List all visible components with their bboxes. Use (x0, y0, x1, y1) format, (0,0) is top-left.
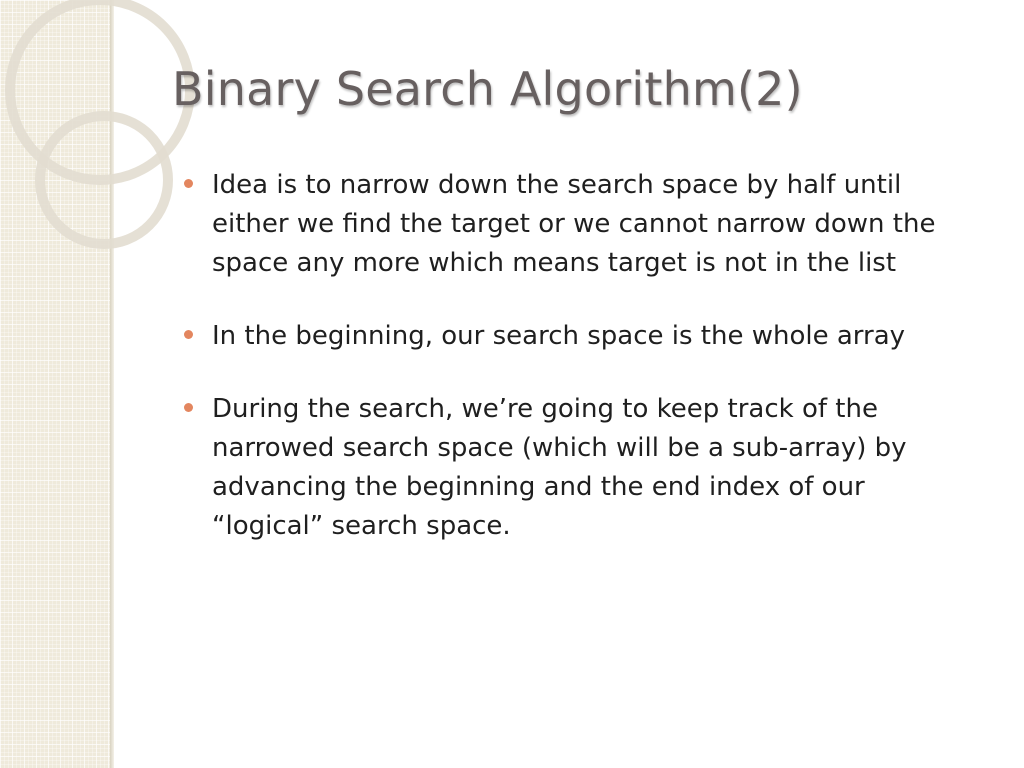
bullet-item (184, 390, 974, 546)
bullet-marker-icon (184, 403, 193, 412)
bullet-list (184, 166, 974, 580)
bullet-text: During the search, we’re going to keep track of the narrowed search space (which will be a sub-array) by advancing the beginning and the end index of our “logical” search space. (212, 394, 907, 541)
slide-title: Binary Search Algorithm(2) (172, 62, 803, 116)
bullet-item (184, 166, 974, 283)
decorative-rings (0, 0, 200, 300)
bullet-text: Idea is to narrow down the search space by half until either we find the target or we cannot narrow down the space any more which means target is not in the list (212, 170, 936, 278)
bullet-item (184, 317, 974, 356)
bullet-marker-icon (184, 179, 193, 188)
bullet-marker-icon (184, 330, 193, 339)
bullet-text: In the beginning, our search space is the whole array (212, 321, 906, 351)
